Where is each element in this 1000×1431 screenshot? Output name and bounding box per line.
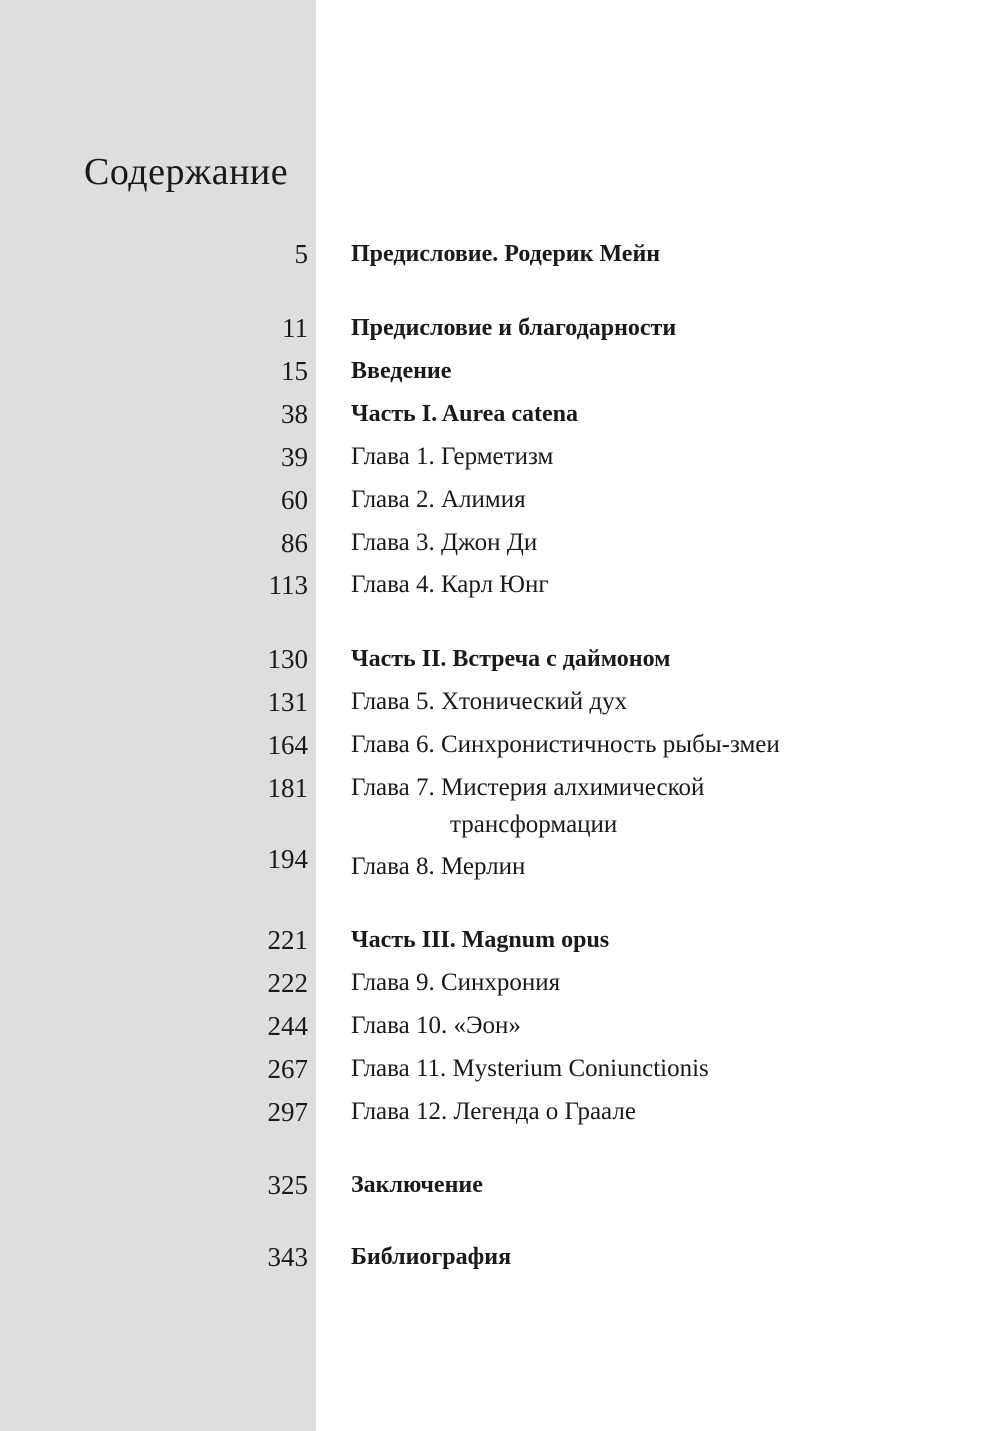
toc-entry-part-1[interactable] xyxy=(0,394,1000,434)
toc-entry-chapter-1[interactable] xyxy=(0,437,1000,477)
toc-entry-chapter-2[interactable] xyxy=(0,480,1000,520)
toc-page-number: 113 xyxy=(268,570,308,600)
toc-page-number: 11 xyxy=(282,313,308,343)
toc-entry-title: Глава 6. Синхронистичность рыбы-змеи xyxy=(351,731,780,758)
toc-page-number: 267 xyxy=(267,1054,308,1084)
toc-page-number: 131 xyxy=(267,687,308,717)
toc-entry-conclusion[interactable] xyxy=(0,1165,1000,1205)
toc-entry-title: Глава 1. Герметизм xyxy=(351,443,554,470)
toc-entry-title: Библиография xyxy=(351,1244,512,1270)
toc-page-number: 86 xyxy=(281,528,308,558)
toc-entry-title: Заключение xyxy=(351,1172,483,1198)
toc-entry-title: Глава 5. Хтонический дух xyxy=(351,688,628,715)
toc-entry-part-3[interactable] xyxy=(0,920,1000,960)
toc-entry-title: Глава 10. «Эон» xyxy=(351,1012,521,1039)
toc-entry-title: Глава 2. Алимия xyxy=(351,486,526,513)
toc-page-number: 343 xyxy=(267,1242,308,1272)
toc-entry-title: Глава 12. Легенда о Граале xyxy=(351,1098,636,1125)
toc-page-number: 325 xyxy=(267,1170,308,1200)
toc-page-number: 244 xyxy=(267,1011,308,1041)
toc-page-number: 222 xyxy=(267,968,308,998)
toc-entry-chapter-3[interactable] xyxy=(0,523,1000,563)
toc-entry-chapter-7[interactable] xyxy=(0,768,1000,848)
toc-entry-part-2[interactable] xyxy=(0,639,1000,679)
toc-entry-chapter-10[interactable] xyxy=(0,1006,1000,1046)
toc-entry-preface-mane[interactable] xyxy=(0,234,1000,274)
toc-entry-chapter-9[interactable] xyxy=(0,963,1000,1003)
toc-entry-chapter-5[interactable] xyxy=(0,682,1000,722)
toc-entry-title: Часть I. Aurea catena xyxy=(351,401,578,427)
toc-entry-title: Часть II. Встреча с даймоном xyxy=(351,646,671,672)
toc-entry-title: Глава 8. Мерлин xyxy=(351,853,526,880)
toc-entry-title: Глава 9. Синхрония xyxy=(351,969,561,996)
toc-page-number: 181 xyxy=(267,773,308,803)
page-title: Содержание xyxy=(84,151,289,193)
toc-page-number: 297 xyxy=(267,1097,308,1127)
toc-page-number: 194 xyxy=(267,844,308,874)
toc-entry-title: Предисловие. Родерик Мейн xyxy=(351,241,661,267)
toc-entry-chapter-4[interactable] xyxy=(0,565,1000,605)
toc-entry-introduction[interactable] xyxy=(0,351,1000,391)
toc-page-number: 15 xyxy=(281,356,308,386)
toc-entry-chapter-12[interactable] xyxy=(0,1092,1000,1132)
toc-entry-chapter-11[interactable] xyxy=(0,1049,1000,1089)
toc-entry-bibliography[interactable] xyxy=(0,1237,1000,1277)
toc-entry-title: Часть III. Magnum opus xyxy=(351,927,610,953)
toc-entry-title: Глава 11. Mysterium Coniunctionis xyxy=(351,1055,709,1082)
toc-page-number: 221 xyxy=(267,925,308,955)
toc-page-number: 38 xyxy=(281,399,308,429)
toc-entry-title: Глава 4. Карл Юнг xyxy=(351,571,549,598)
toc-entry-chapter-8[interactable] xyxy=(0,839,1000,879)
toc-page-number: 5 xyxy=(294,239,308,269)
toc-page-number: 60 xyxy=(281,485,308,515)
toc-entry-title: Глава 3. Джон Ди xyxy=(351,529,538,556)
toc-entry-chapter-6[interactable] xyxy=(0,725,1000,765)
toc-entry-title-continuation: трансформации xyxy=(450,811,618,838)
toc-page-number: 39 xyxy=(281,442,308,472)
toc-entry-preface-acknowledgements[interactable] xyxy=(0,308,1000,348)
toc-page-number: 130 xyxy=(267,644,308,674)
toc-page-number: 164 xyxy=(267,730,308,760)
toc-entry-title: Введение xyxy=(351,358,452,384)
toc-entry-title: Предисловие и благодарности xyxy=(351,315,677,341)
toc-entry-title: Глава 7. Мистерия алхимической xyxy=(351,774,705,801)
